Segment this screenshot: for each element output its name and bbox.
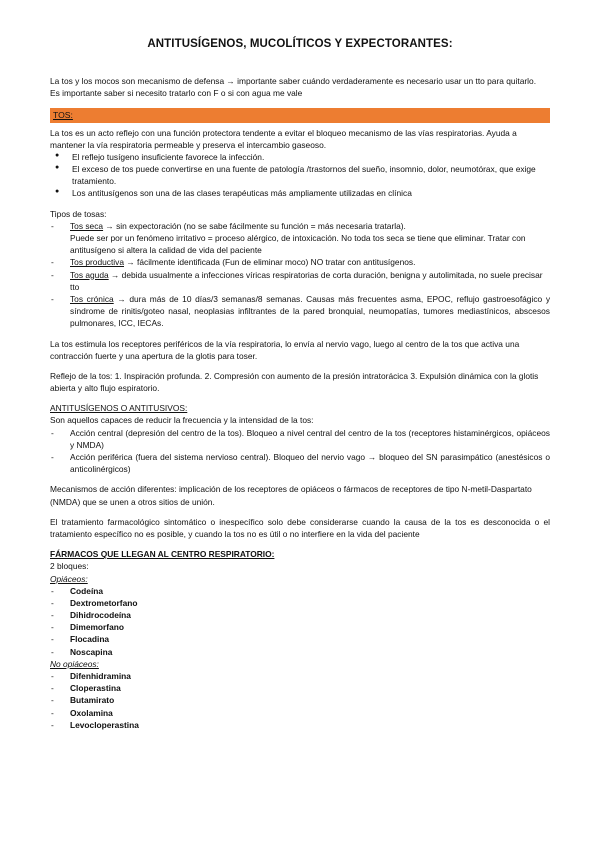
drug-item: - Butamirato bbox=[50, 694, 550, 706]
tipo-name: Tos aguda bbox=[70, 269, 109, 280]
drug-item: - Oxolamina bbox=[50, 707, 550, 719]
tipo-text: → sin expectoración (no se sabe fácilmente su función = más necesaria tratarla). bbox=[103, 220, 406, 231]
tos-bullet: ● Los antitusígenos son una de las clases terapéuticas más ampliamente utilizadas en clínica bbox=[50, 187, 550, 199]
tipo-name: Tos productiva bbox=[70, 257, 124, 268]
tratamiento-paragraph: El tratamiento farmacológico sintomático o inespecífico solo debe considerarse cuando la causa de la tos es desconocida o el tratamiento específico no es posible, y cuando la tos no es útil o no interfiere en la vida del paciente bbox=[50, 516, 550, 539]
antitusigenos-heading: ANTITUSÍGENOS O ANTITUSIVOS: bbox=[50, 403, 188, 414]
tipo-text: → dura más de 10 días/3 semanas/8 semanas. Causas más frecuentes asma, EPOC, reflujo gastroesofágico y síndrome de rinitis/goteo nasal, neoplasias infiltrantes de la pared bronquial, neumopatías, tumores mediastínicos, abscesos pulmonares, ICC, IECAs. bbox=[70, 293, 551, 329]
tipos-heading: Tipos de tosas: bbox=[50, 208, 107, 219]
drug-item: - Cloperastina bbox=[50, 682, 550, 694]
section-heading-tos-label: TOS: bbox=[53, 110, 73, 121]
opioceos-label: Opiáceos: bbox=[50, 573, 88, 584]
drug-item: - Dihidrocodeína bbox=[50, 609, 550, 621]
antitusigenos-definition: Son aquellos capaces de reducir la frecuencia y la intensidad de la tos: bbox=[50, 415, 314, 426]
document-title: ANTITUSÍGENOS, MUCOLÍTICOS Y EXPECTORANTES: bbox=[147, 38, 453, 50]
section-heading-tos bbox=[50, 108, 550, 122]
tipo-item bbox=[50, 269, 550, 293]
tipo-text: → debida usualmente a infecciones víricas respiratorias de corta duración, benigna y autolimitada, no suele precisar tto bbox=[70, 269, 543, 292]
tipos-list bbox=[50, 220, 550, 330]
tos-bullet: ● El reflejo tusígeno insuficiente favorece la infección. bbox=[50, 151, 550, 163]
bloques-label: 2 bloques: bbox=[50, 561, 89, 572]
drug-item: - Dimemorfano bbox=[50, 621, 550, 633]
receptores-paragraph: La tos estimula los receptores periféricos de la vía respiratoria, lo envía al nervio vago, luego al centro de la tos que activa una contracción fuerte y una apertura de la glotis para toser. bbox=[50, 338, 520, 361]
tos-definition: La tos es un acto reflejo con una función protectora tendente a evitar el bloqueo mecanismo de las vías respiratorias. Ayuda a mantener la vía respiratoria permeable y preserva el intercambio gaseoso. bbox=[50, 127, 517, 150]
intro bbox=[50, 75, 550, 99]
tipo-name: Tos seca bbox=[70, 220, 104, 231]
tipo-item bbox=[50, 220, 550, 257]
drug-item: - Flocadina bbox=[50, 633, 550, 645]
intro-line-1: La tos y los mocos son mecanismo de defensa → importante saber cuándo verdaderamente es necesario usar un tto para quitarlo. bbox=[50, 75, 537, 86]
drug-item: - Codeína bbox=[50, 585, 550, 597]
accion-item: - Acción periférica (fuera del sistema nervioso central). Bloqueo del nervio vago → bloqueo del SN parasimpático (anestésicos o anticolinérgicos) bbox=[50, 451, 550, 475]
tipo-name: Tos crónica bbox=[70, 293, 114, 304]
tipo-item bbox=[50, 256, 550, 268]
farmacos-heading: FÁRMACOS QUE LLEGAN AL CENTRO RESPIRATORIO: bbox=[50, 549, 275, 560]
opioceos-list bbox=[50, 585, 550, 658]
no-opioceos-label: No opiáceos: bbox=[50, 658, 99, 669]
tos-bullet-list bbox=[50, 151, 550, 200]
mecanismos-paragraph: Mecanismos de acción diferentes: implicación de los receptores de opiáceos o fármacos de receptores de tipo N-metil-Daspartato (NMDA) que se unen a otros sitios de unión. bbox=[50, 484, 532, 507]
drug-item: - Dextrometorfano bbox=[50, 597, 550, 609]
drug-item: - Difenhidramina bbox=[50, 670, 550, 682]
tipo-extra: Puede ser por un fenómeno irritativo = proceso alérgico, de intoxicación. No toda tos seca se tiene que eliminar. Tratar con antitusígeno si altera la calidad de vida del paciente bbox=[70, 233, 526, 256]
tipo-text: → fácilmente identificada (Fun de eliminar moco) NO tratar con antitusígenos. bbox=[124, 257, 416, 268]
tos-bullet: ● El exceso de tos puede convertirse en una fuente de patología /trastornos del sueño, insomnio, dolor, neumotórax, que exige tratamiento. bbox=[50, 163, 550, 187]
acciones-list bbox=[50, 427, 550, 476]
tipo-item bbox=[50, 293, 550, 330]
drug-item: - Levocloperastina bbox=[50, 719, 550, 731]
accion-item: - Acción central (depresión del centro de la tos). Bloqueo a nivel central del centro de la tos (receptores histaminérgicos, opiáceos y NMDA) bbox=[50, 427, 550, 451]
no-opioceos-list bbox=[50, 670, 550, 731]
reflejo-paragraph: Reflejo de la tos: 1. Inspiración profunda. 2. Compresión con aumento de la presión intratorácica 3. Expulsión dinámica con la glotis abierta y alto flujo espiratorio. bbox=[50, 370, 539, 394]
drug-item: - Noscapina bbox=[50, 646, 550, 658]
intro-line-2: Es importante saber si necesito tratarlo con F o si con agua me vale bbox=[50, 87, 303, 98]
